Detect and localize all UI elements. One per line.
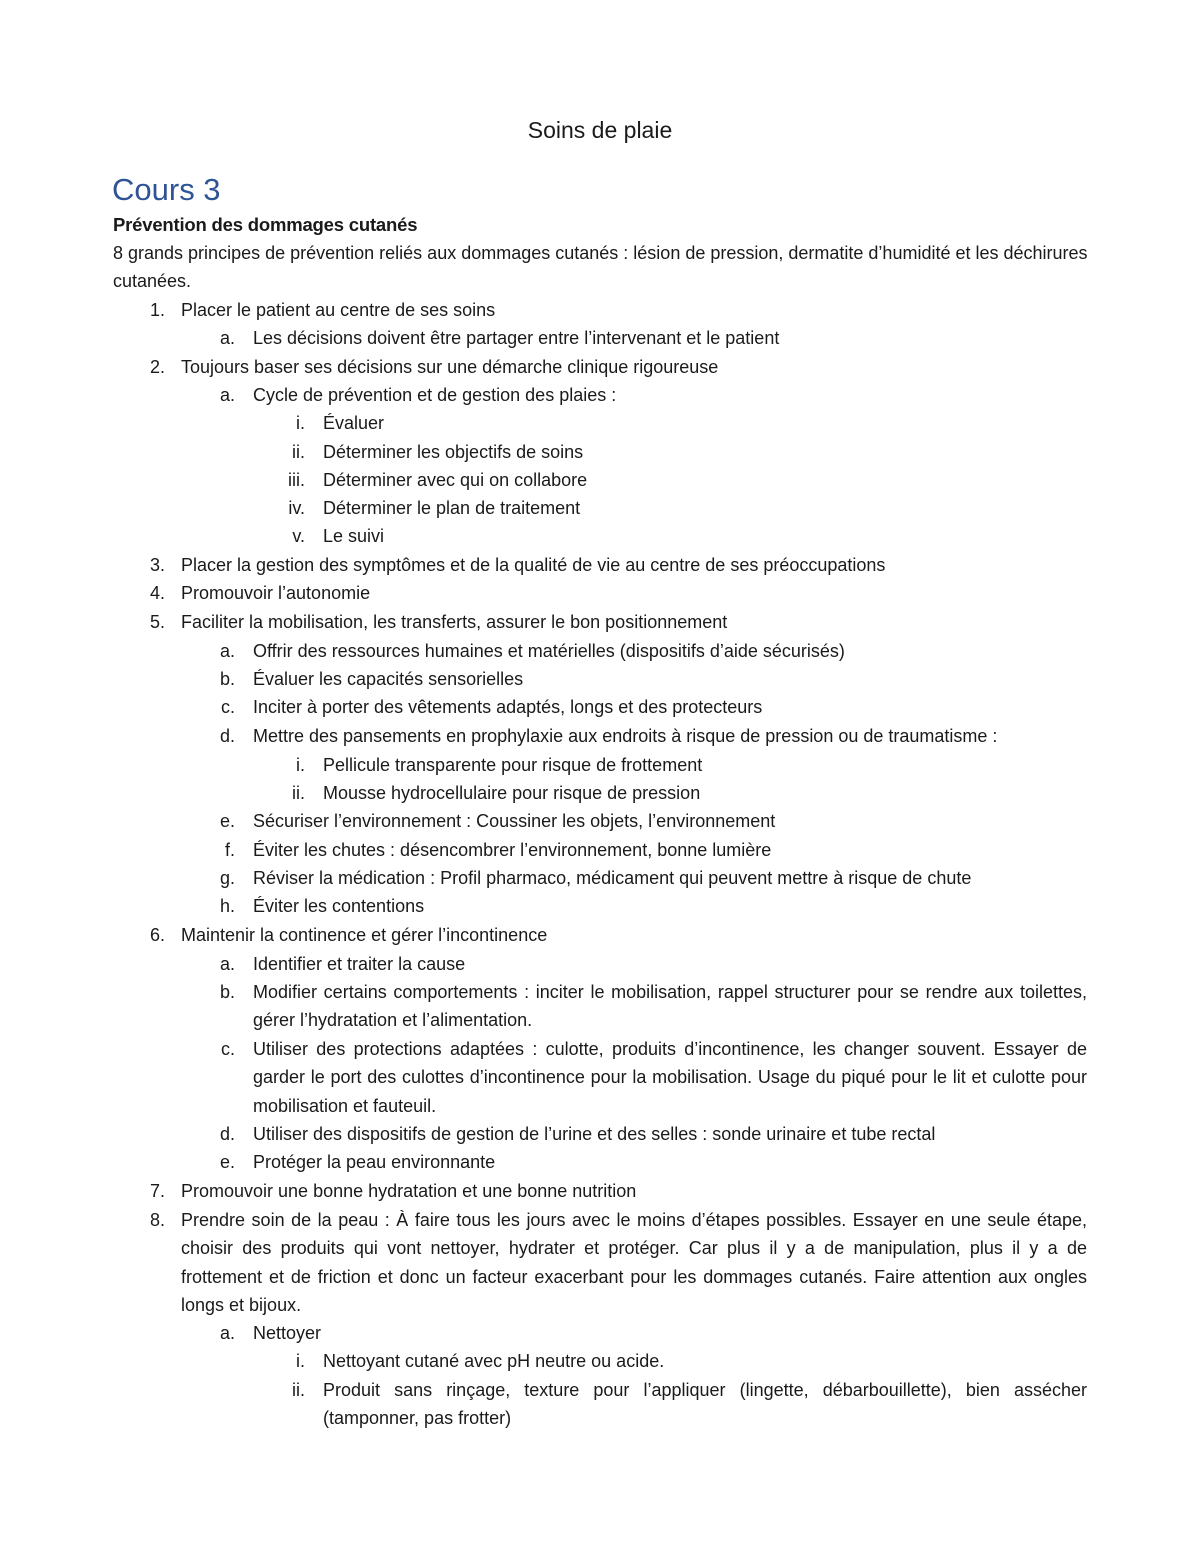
list-item: Mousse hydrocellulaire pour risque de pression [323, 783, 701, 803]
list-marker: c. [220, 697, 235, 717]
list-marker: h. [219, 896, 235, 916]
list-marker: e. [219, 1152, 235, 1172]
list-marker: a. [219, 385, 235, 405]
list-item: Utiliser des dispositifs de gestion de l’urine et des selles : sonde urinaire et tube rectal [253, 1124, 936, 1144]
list-marker: a. [219, 328, 235, 348]
list-marker: 2. [149, 357, 165, 377]
list-item: Modifier certains comportements : inciter le mobilisation, rappel structurer pour se rendre aux toilettes, gérer l’hydratation et l’alimentation. [253, 982, 1087, 1031]
list-item: Évaluer [323, 413, 385, 433]
list-item: Identifier et traiter la cause [253, 954, 466, 974]
list-item: Protéger la peau environnante [253, 1152, 496, 1172]
list-marker: i. [296, 755, 305, 775]
list-marker: v. [292, 526, 305, 546]
list-item: Réviser la médication : Profil pharmaco, médicament qui peuvent mettre à risque de chute [253, 868, 972, 888]
list-marker: i. [296, 413, 305, 433]
list-marker: a. [219, 641, 235, 661]
heading-cours: Cours 3 [112, 172, 221, 207]
list-marker: 5. [149, 612, 165, 632]
list-item: Inciter à porter des vêtements adaptés, longs et des protecteurs [253, 697, 763, 717]
list-marker: a. [219, 1323, 235, 1343]
list-marker: i. [296, 1351, 305, 1371]
list-marker: b. [219, 982, 235, 1002]
list-marker: ii. [292, 442, 305, 462]
list-marker: iv. [288, 498, 305, 518]
list-item: Placer la gestion des symptômes et de la qualité de vie au centre de ses préoccupations [181, 555, 886, 575]
list-marker: g. [219, 868, 235, 888]
list-marker: iii. [288, 470, 305, 490]
list-item: Utiliser des protections adaptées : culotte, produits d’incontinence, les changer souvent. Essayer de garder le port des culottes d’incontinence pour la mobilisation. Usage du piqué pour le lit et culotte pour mobilisation et fauteuil. [253, 1039, 1087, 1116]
document-title: Soins de plaie [527, 117, 673, 143]
list-marker: b. [219, 669, 235, 689]
list-item: Éviter les contentions [253, 896, 425, 916]
list-marker: 1. [149, 300, 165, 320]
list-item: Évaluer les capacités sensorielles [253, 669, 524, 689]
list-item: Placer le patient au centre de ses soins [181, 300, 496, 320]
list-marker: 7. [149, 1181, 165, 1201]
list-item: Toujours baser ses décisions sur une démarche clinique rigoureuse [181, 357, 719, 377]
list-item: Déterminer le plan de traitement [323, 498, 581, 518]
list-item: Prendre soin de la peau : À faire tous les jours avec le moins d’étapes possibles. Essayer en une seule étape, choisir des produits qui vont nettoyer, hydrater et protéger. Car plus il y a de manipulation, plus il y a de frottement et de friction et donc un facteur exacerbant pour les dommages cutanés. Faire attention aux ongles longs et bijoux. [181, 1210, 1087, 1315]
list-item: Maintenir la continence et gérer l’incontinence [181, 925, 548, 945]
list-marker: 3. [149, 555, 165, 575]
list-item: Offrir des ressources humaines et matérielles (dispositifs d’aide sécurisés) [253, 641, 845, 661]
list-marker: ii. [292, 783, 305, 803]
list-item: Promouvoir l’autonomie [181, 583, 371, 603]
list-marker: e. [219, 811, 235, 831]
list-marker: 4. [149, 583, 165, 603]
list-marker: 6. [149, 925, 165, 945]
list-item: Pellicule transparente pour risque de frottement [323, 755, 703, 775]
list-item: Les décisions doivent être partager entre l’intervenant et le patient [253, 328, 780, 348]
intro-paragraph: 8 grands principes de prévention reliés aux dommages cutanés : lésion de pression, dermatite d’humidité et les déchirures cutanées. [113, 243, 1088, 292]
list-item: Faciliter la mobilisation, les transferts, assurer le bon positionnement [181, 612, 728, 632]
list-item: Nettoyant cutané avec pH neutre ou acide. [323, 1351, 665, 1371]
list-marker: d. [219, 726, 235, 746]
list-item: Le suivi [323, 526, 385, 546]
list-marker: ii. [292, 1380, 305, 1400]
list-item: Produit sans rinçage, texture pour l’appliquer (lingette, débarbouillette), bien assécher (tamponner, pas frotter) [323, 1380, 1087, 1429]
list-item: Mettre des pansements en prophylaxie aux endroits à risque de pression ou de traumatisme : [253, 726, 998, 746]
list-item: Promouvoir une bonne hydratation et une bonne nutrition [181, 1181, 637, 1201]
list-item: Sécuriser l’environnement : Coussiner les objets, l’environnement [253, 811, 776, 831]
list-item: Nettoyer [253, 1323, 322, 1343]
list-item: Cycle de prévention et de gestion des plaies : [253, 385, 617, 405]
list-marker: d. [219, 1124, 235, 1144]
list-item: Déterminer avec qui on collabore [323, 470, 588, 490]
list-item: Déterminer les objectifs de soins [323, 442, 584, 462]
list-marker: 8. [149, 1210, 165, 1230]
list-item: Éviter les chutes : désencombrer l’environnement, bonne lumière [253, 840, 772, 860]
list-marker: f. [224, 840, 235, 860]
list-marker: c. [220, 1039, 235, 1059]
list-marker: a. [219, 954, 235, 974]
section-heading: Prévention des dommages cutanés [113, 214, 418, 235]
